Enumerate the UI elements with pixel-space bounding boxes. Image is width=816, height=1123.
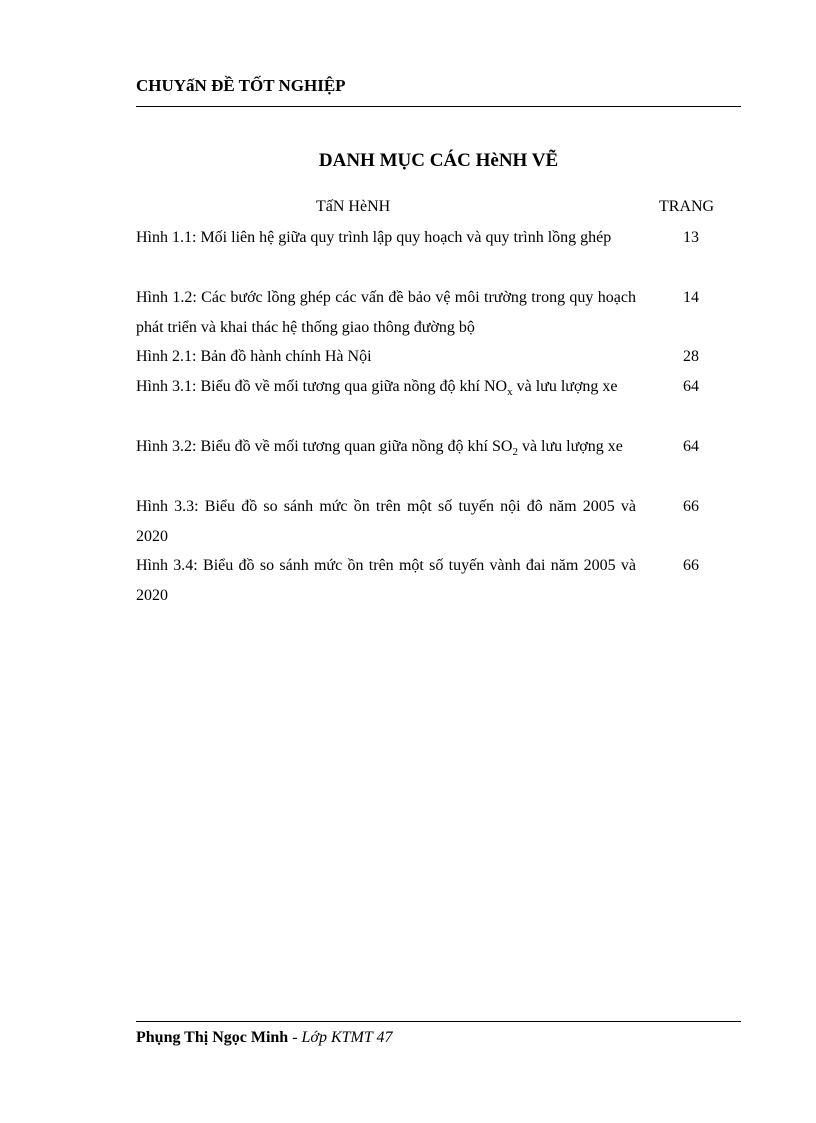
footer bbox=[136, 1029, 392, 1047]
figure-page-1-2: 14 bbox=[683, 289, 699, 306]
footer-rule bbox=[136, 1021, 741, 1022]
figure-entry-1-2: Hình 1.2: Các bước lồng ghép các vấn đề bảo vệ môi trường trong quy hoạch phát triển và khai thác hệ thống giao thông đường bộ bbox=[136, 289, 636, 336]
figure-page-3-3: 66 bbox=[683, 498, 699, 515]
footer-class: Lớp KTMT 47 bbox=[301, 1029, 393, 1046]
figure-entry-3-1: Hình 3.1: Biểu đồ về mối tương qua giữa nồng độ khí $NO_x$ và lưu lượng xe bbox=[136, 378, 618, 399]
figure-page-2-1: 28 bbox=[683, 348, 699, 365]
page-title: DANH MỤC CÁC HèNH VẼ bbox=[318, 150, 559, 171]
document-header-title: CHUYấN ĐỀ TỐT NGHIỆP bbox=[136, 76, 346, 95]
column-header-name: TấN HèNH bbox=[316, 198, 391, 215]
figure-entry-3-3: Hình 3.3: Biểu đồ so sánh mức ồn trên một số tuyến nội đô năm 2005 và 2020 bbox=[136, 498, 636, 545]
footer-separator: - bbox=[288, 1029, 302, 1046]
footer-author: Phụng Thị Ngọc Minh bbox=[136, 1029, 289, 1046]
header-rule bbox=[136, 106, 741, 107]
figure-page-1-1: 13 bbox=[683, 229, 699, 246]
figure-page-3-2: 64 bbox=[683, 438, 699, 455]
figure-page-3-1: 64 bbox=[683, 378, 699, 395]
figure-entry-2-1: Hình 2.1: Bản đồ hành chính Hà Nội bbox=[136, 348, 372, 365]
column-header-page: TRANG bbox=[659, 198, 715, 215]
figure-entry-3-4: Hình 3.4: Biểu đồ so sánh mức ồn trên một số tuyến vành đai năm 2005 và 2020 bbox=[136, 557, 636, 604]
figure-entry-1-1: Hình 1.1: Mối liên hệ giữa quy trình lập quy hoạch và quy trình lồng ghép bbox=[136, 229, 612, 246]
figure-page-3-4: 66 bbox=[683, 557, 699, 574]
figure-entry-3-2: Hình 3.2: Biểu đồ về mối tương quan giữa nồng độ khí $SO_2$ và lưu lượng xe bbox=[136, 438, 623, 459]
